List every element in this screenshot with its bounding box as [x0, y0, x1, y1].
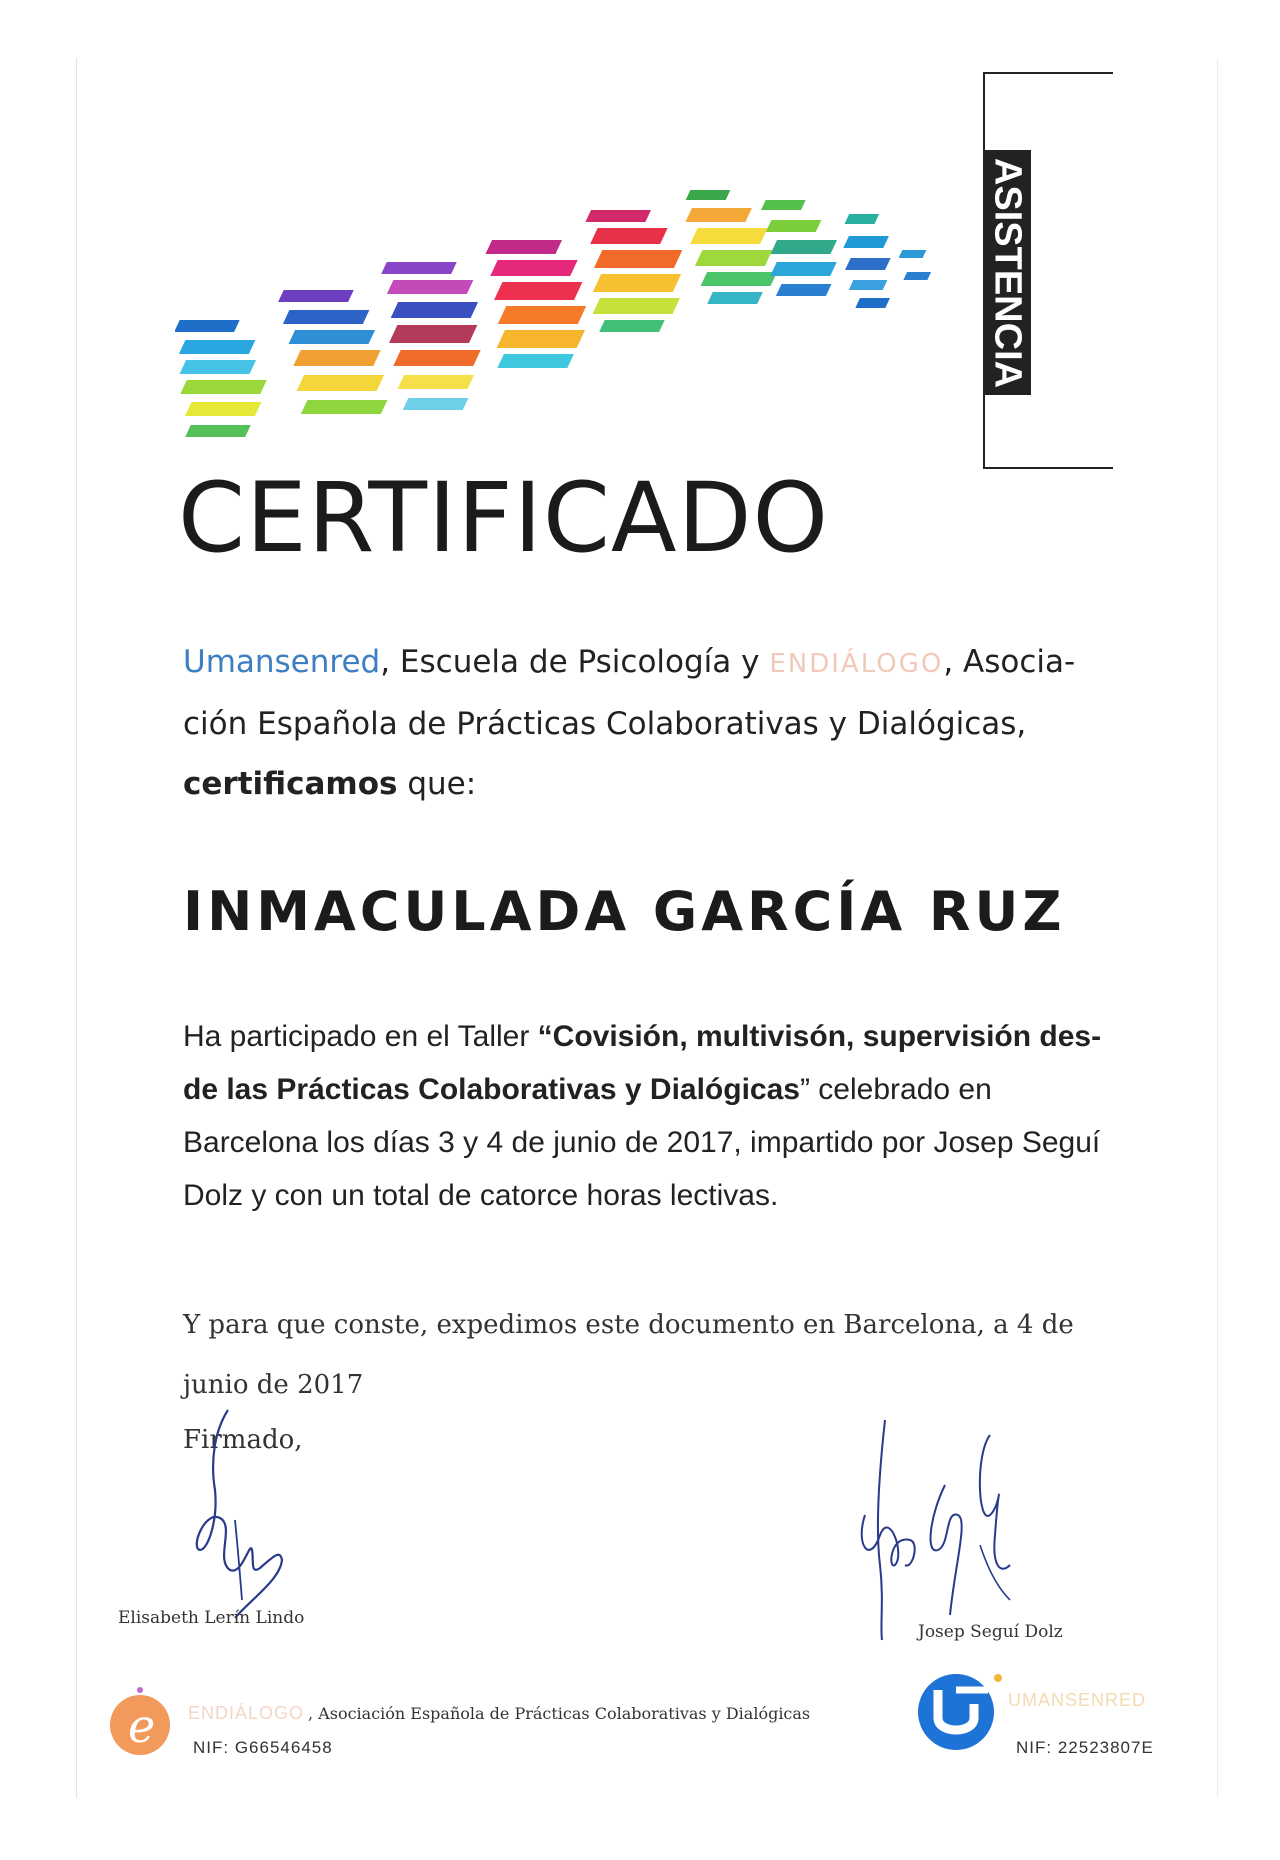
body-text-2: ” celebrado en Barcelona los días 3 y 4 de junio de 2017, impartido por Josep Seguí Dolz y con un total de catorce horas lectivas.: [183, 1073, 1101, 1212]
closing-paragraph: Y para que conste, expedimos este documento en Barcelona, a 4 de junio de 2017: [183, 1310, 1074, 1400]
intro-paragraph: [183, 632, 1113, 814]
endialogo-name: ENDIÁLOGO: [769, 649, 944, 679]
endialogo-logo: [98, 1680, 178, 1760]
intro-text-3: que:: [397, 766, 477, 802]
signer-right-name: Josep Seguí Dolz: [918, 1622, 1063, 1642]
umansenred-logo: [914, 1668, 1004, 1752]
body-text-1: Ha participado en el Taller: [183, 1020, 538, 1053]
attendance-tag: ASISTENCIA: [986, 157, 1029, 389]
body-paragraph: [183, 1010, 1115, 1222]
footer-nif-left: NIF: G66546458: [193, 1738, 333, 1757]
footer-association-text: , Asociación Española de Prácticas Colaborativas y Dialógicas: [308, 1704, 811, 1723]
intro-text-2: , Asocia-ción Española de Prácticas Colaborativas y Dialógicas,: [183, 644, 1076, 742]
signed-label: Firmado,: [183, 1425, 303, 1455]
colorful-banner-graphic: [175, 180, 1005, 460]
footer-nif-right: NIF: 22523807E: [1016, 1738, 1154, 1757]
recipient-name: INMACULADA GARCÍA RUZ: [183, 880, 1066, 943]
umansenred-name: Umansenred: [183, 644, 381, 680]
intro-certify: certificamos: [183, 766, 398, 802]
certificate-title: CERTIFICADO: [178, 462, 830, 574]
footer-endialogo-faint: ENDIÁLOGO: [188, 1703, 305, 1723]
intro-text-1: , Escuela de Psicología y: [380, 644, 770, 680]
svg-text:e: e: [128, 1699, 156, 1753]
signer-left-name: Elisabeth Lerín Lindo: [118, 1608, 305, 1628]
footer-umansenred-faint: UMANSENRED: [1008, 1690, 1147, 1710]
course-title: “Covisión, multivisón, supervisión des-de las Prácticas Colaborativas y Dialógicas: [183, 1020, 1102, 1106]
signature-left: [180, 1400, 310, 1620]
signature-right: [850, 1415, 1030, 1645]
